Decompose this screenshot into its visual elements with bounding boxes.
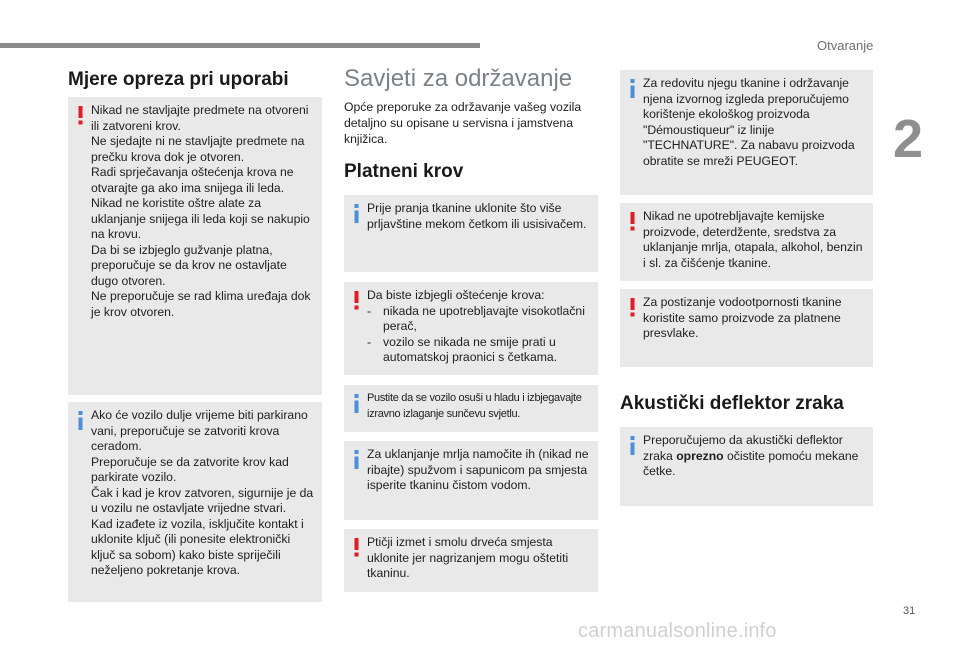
maintenance-title: Savjeti za održavanje (344, 65, 573, 92)
page-number: 31 (903, 605, 916, 617)
header-bar (0, 43, 480, 48)
warning-line: Da bi se izbjeglo gužvanje platna, preporučuje se da krov ne ostavljate dugo otvoren. (91, 242, 287, 288)
list-item (367, 304, 590, 335)
info-text: Pustite da se vozilo osuši u hladu i izbjegavajte izravno izlaganje sunčevu svjetlu. (367, 392, 582, 420)
warning-line: Nikad ne koristite oštre alate za uklanjanje snijega ili leda koji se nakupio na krovu. (91, 196, 310, 241)
list-dash: - (367, 303, 372, 318)
list-dash: - (367, 334, 372, 349)
section-title: Otvaranje (817, 38, 874, 53)
info-box-parking (68, 402, 322, 602)
warning-icon (351, 291, 362, 310)
warning-icon (627, 298, 638, 317)
warning-box-washing (344, 282, 598, 375)
info-text-part: Preporučujemo da akustički deflektor zraka (643, 433, 843, 463)
warning-box-droppings (344, 529, 598, 592)
info-icon (351, 394, 362, 413)
info-box-product (620, 70, 873, 195)
warning-intro: Da biste izbjegli oštećenje krova: (367, 288, 545, 302)
info-text: Za uklanjanje mrlja namočite ih (nikad ne ribajte) spužvom i sapunicom pa smjesta isperite tkaninu čistom vodom. (367, 447, 589, 492)
warning-text: Nikad ne upotrebljavajte kemijske proizvode, deterdžente, sredstva za uklanjanje mrlja, otapala, alkohol, benzin i sl. za čišćenje tkanine. (643, 209, 863, 270)
warning-line: Radi sprječavanja oštećenja krova ne otvarajte ga ako ima snijega ili leda. (91, 165, 294, 195)
warning-line: Nikad ne stavljajte predmete na otvoreni ili zatvoreni krov. (91, 103, 309, 133)
info-text (643, 433, 865, 480)
info-box-stains (344, 441, 598, 520)
air-deflector-subtitle: Akustički deflektor zraka (620, 393, 844, 414)
warning-line: Ne sjedajte ni ne stavljajte predmete na prečku krova dok je otvoren. (91, 134, 305, 164)
info-box-drying (344, 385, 598, 432)
info-line: Čak i kad je krov zatvoren, sigurnije je da u vozilu ne ostavljate vrijedne stvari. (91, 485, 314, 515)
warning-text: Ptičji izmet i smolu drveća smjesta uklonite jer nagrizanjem mogu oštetiti tkaninu. (367, 535, 569, 580)
warning-box-chemicals (620, 203, 873, 281)
info-line: Kad izađete iz vozila, isključite kontakt i uklonite ključ (ili ponesite elektronički ključ sa sobom) kako biste spriječili neželjeno pokretanje krova. (91, 516, 304, 577)
warning-text: Za postizanje vodootpornosti tkanine koristite samo proizvode za platnene presvlake. (643, 295, 842, 340)
warning-icon (351, 538, 362, 557)
list-item-text: nikada ne upotrebljavajte visokotlačni perač, (383, 303, 585, 333)
warning-list (367, 304, 590, 366)
info-text-part: očistite pomoću mekane četke. (643, 448, 859, 478)
warning-icon (75, 106, 86, 125)
warning-box-waterproofing (620, 289, 873, 367)
info-box-brush (344, 195, 598, 272)
list-item-text: vozilo se nikada ne smije prati u automatskoj praonici s četkama. (383, 334, 558, 364)
precautions-title: Mjere opreza pri uporabi (68, 69, 289, 90)
list-item (367, 335, 590, 366)
warning-line: Ne preporučuje se rad klima uređaja dok je krov otvoren. (91, 289, 311, 319)
chapter-number: 2 (893, 109, 924, 169)
info-line: Ako će vozilo dulje vrijeme biti parkirano vani, preporučuje se zatvoriti krova ceradom. (91, 408, 308, 453)
watermark: carmanualsonline.info (578, 620, 777, 642)
warning-box-roof-usage (68, 97, 322, 395)
info-line: Preporučuje se da zatvorite krov kad parkirate vozilo. (91, 454, 289, 484)
info-text: Prije pranja tkanine uklonite što više prljavštine mekom četkom ili usisivačem. (367, 201, 587, 231)
info-icon (627, 436, 638, 455)
info-icon (627, 79, 638, 98)
maintenance-intro: Opće preporuke za održavanje vašeg vozila detaljno su opisane u servisna i jamstvena knjižica. (344, 100, 582, 146)
info-icon (351, 450, 362, 469)
info-text: Za redovitu njegu tkanine i održavanje njena izvornog izgleda preporučujemo korištenje ekološkog proizvoda "Démoustiqueur" iz linije "TECHNATURE". Za nabavu proizvoda obratite se mreži PEUGEOT. (643, 76, 855, 168)
info-text-emphasis: oprezno (676, 448, 724, 463)
fabric-roof-subtitle: Platneni krov (344, 161, 464, 182)
info-icon (351, 204, 362, 223)
warning-icon (627, 212, 638, 231)
info-icon (75, 411, 86, 430)
info-box-deflector (620, 427, 873, 506)
